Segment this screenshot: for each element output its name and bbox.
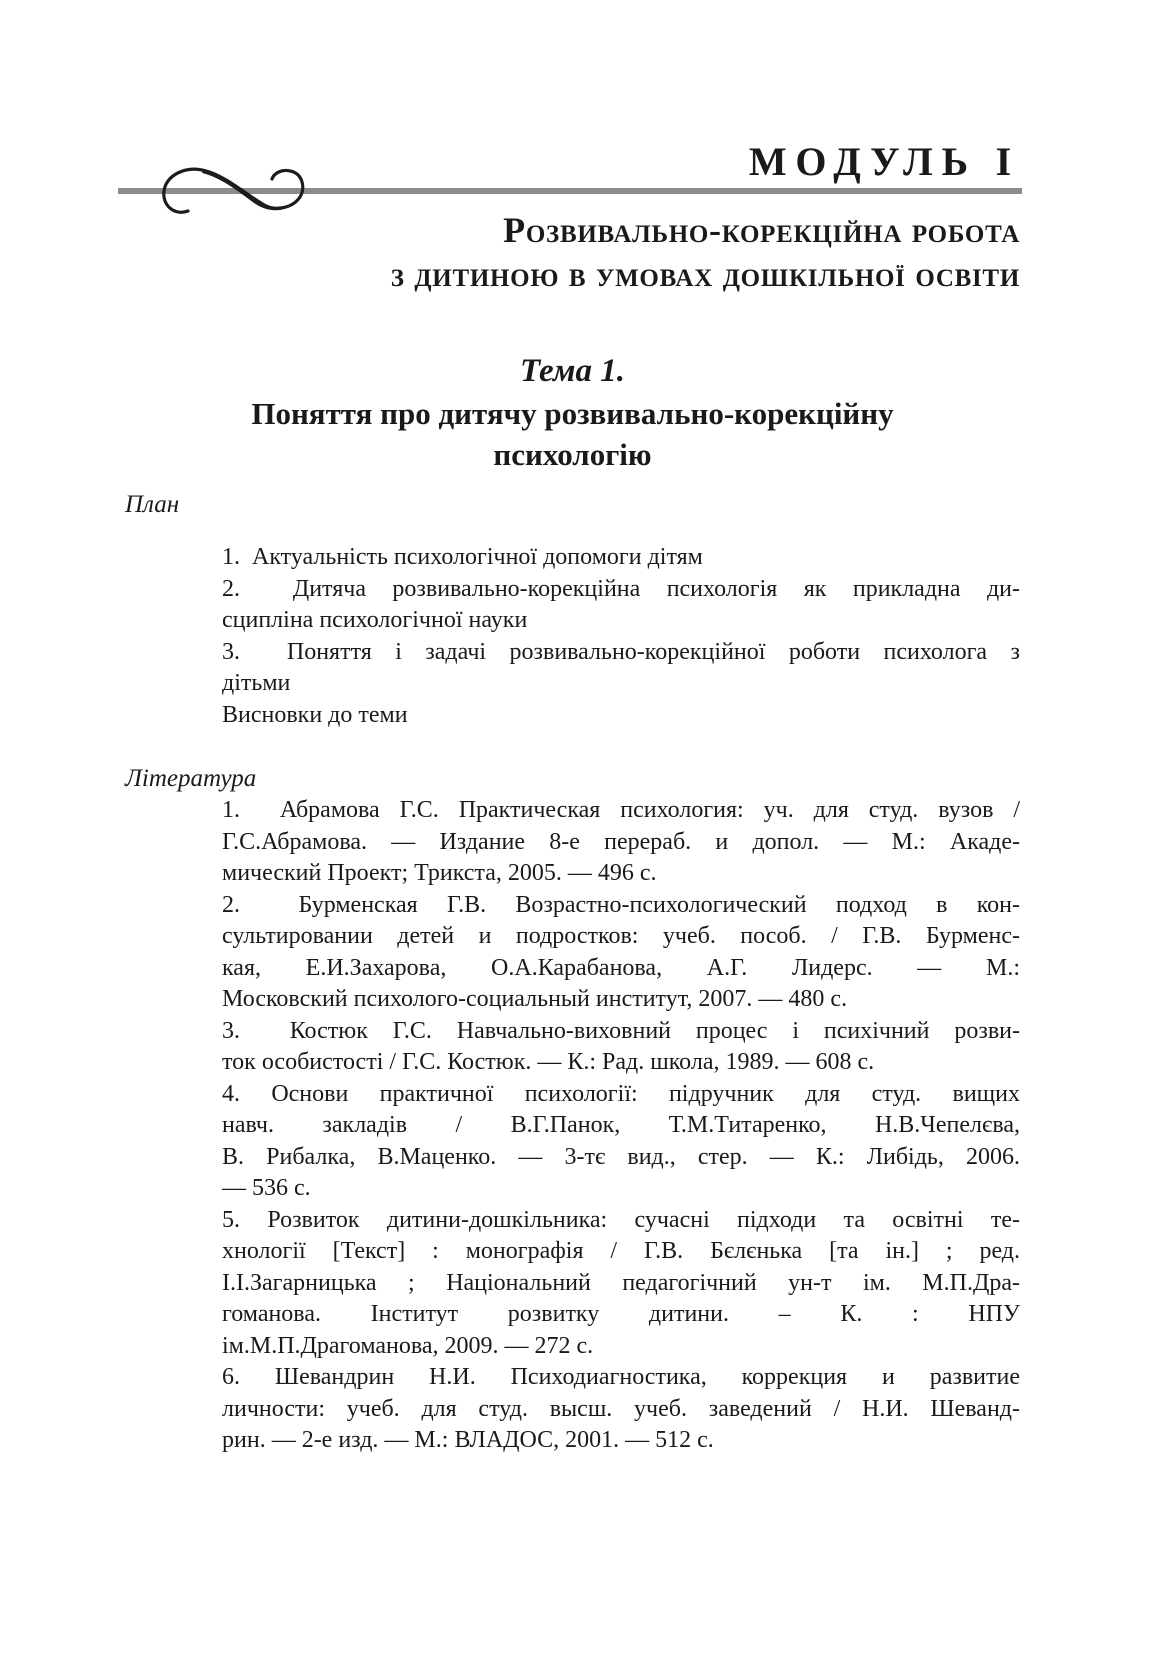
text-line: дітьми [222,670,291,696]
list-item [222,542,1020,574]
plan-section-heading: План [125,491,180,518]
text-line: Московский психолого-социальный институт, 2007. — 480 с. [222,986,848,1012]
header-rule [118,188,1022,194]
chapter-title-line1: Розвивально-корекційна робота [503,210,1020,250]
text-line: хнології [Текст] : монографія / Г.В. Бєлєнька [та ін.] ; ред. [222,1238,1020,1264]
text-line: мический Проект; Трикста, 2005. — 496 с. [222,860,657,886]
list-item [222,890,1020,1016]
text-line: ток особистості / Г.С. Костюк. — К.: Рад. школа, 1989. — 608 с. [222,1049,875,1075]
text-line: 1. Абрамова Г.С. Практическая психология: уч. для студ. вузов / [222,797,1020,823]
text-line: — 536 с. [222,1175,311,1201]
plan-item-list [222,542,1020,731]
text-line: рин. — 2-е изд. — М.: ВЛАДОС, 2001. — 512 с. [222,1427,714,1453]
text-line: 3. Поняття і задачі розвивально-корекційної роботи психолога з [222,638,1020,665]
list-item [222,1016,1020,1079]
text-line: І.І.Загарницька ; Національний педагогічний ун-т ім. М.П.Дра- [222,1269,1020,1296]
text-line: навч. закладів / В.Г.Панок, Т.М.Титаренко, Н.В.Чепелєва, [222,1112,1020,1138]
topic-title-line2: психологію [493,437,652,472]
list-item [222,1362,1020,1457]
text-line: 5. Розвиток дитини-дошкільника: сучасні підходи та освітні те- [222,1206,1020,1233]
text-line: 6. Шевандрин Н.И. Психодиагностика, коррекция и развитие [222,1364,1020,1390]
text-line: В. Рибалка, В.Маценко. — 3-тє вид., стер. — К.: Либідь, 2006. [222,1143,1020,1170]
text-line: кая, Е.И.Захарова, О.А.Карабанова, А.Г. Лидерс. — М.: [222,954,1020,981]
list-item [222,574,1020,637]
list-item [222,1205,1020,1363]
text-line: 1. Актуальність психологічної допомоги дітям [222,544,703,570]
module-title: МОДУЛЬ І [748,139,1020,184]
list-item [222,795,1020,890]
literature-section-heading: Література [125,765,257,792]
text-line: Висновки до теми [222,701,408,728]
text-line: сципліна психологічної науки [222,607,528,633]
list-item [222,637,1020,700]
literature-item-list [222,795,1020,1457]
text-line: 2. Бурменская Г.В. Возрастно-психологический подход в кон- [222,891,1020,918]
topic-title-line1: Поняття про дитячу розвивально-корекційну [251,396,894,431]
text-line: Г.С.Абрамова. — Издание 8-е перераб. и допол. — М.: Акаде- [222,828,1020,855]
list-item [222,1079,1020,1205]
page-header [125,140,1020,296]
text-line: ім.М.П.Драгоманова, 2009. — 272 с. [222,1332,594,1359]
text-line: 2. Дитяча розвивально-корекційна психологія як прикладна ди- [222,575,1020,602]
chapter-title-line2: з дитиною в умовах дошкільної освіти [390,254,1020,294]
topic-title [125,393,1020,475]
topic-label: Тема 1. [520,353,625,389]
text-line: сультировании детей и подростков: учеб. пособ. / Г.В. Бурменс- [222,923,1020,949]
text-line: 3. Костюк Г.С. Навчально-виховний процес і психічний розви- [222,1017,1020,1044]
text-line: 4. Основи практичної психології: підручник для студ. вищих [222,1080,1020,1107]
text-line: личности: учеб. для студ. высш. учеб. заведений / Н.И. Шеванд- [222,1395,1020,1422]
swash-ornament-icon [160,161,330,223]
text-line: гоманова. Інститут розвитку дитини. – К. : НПУ [222,1301,1020,1327]
list-item [222,700,1020,732]
